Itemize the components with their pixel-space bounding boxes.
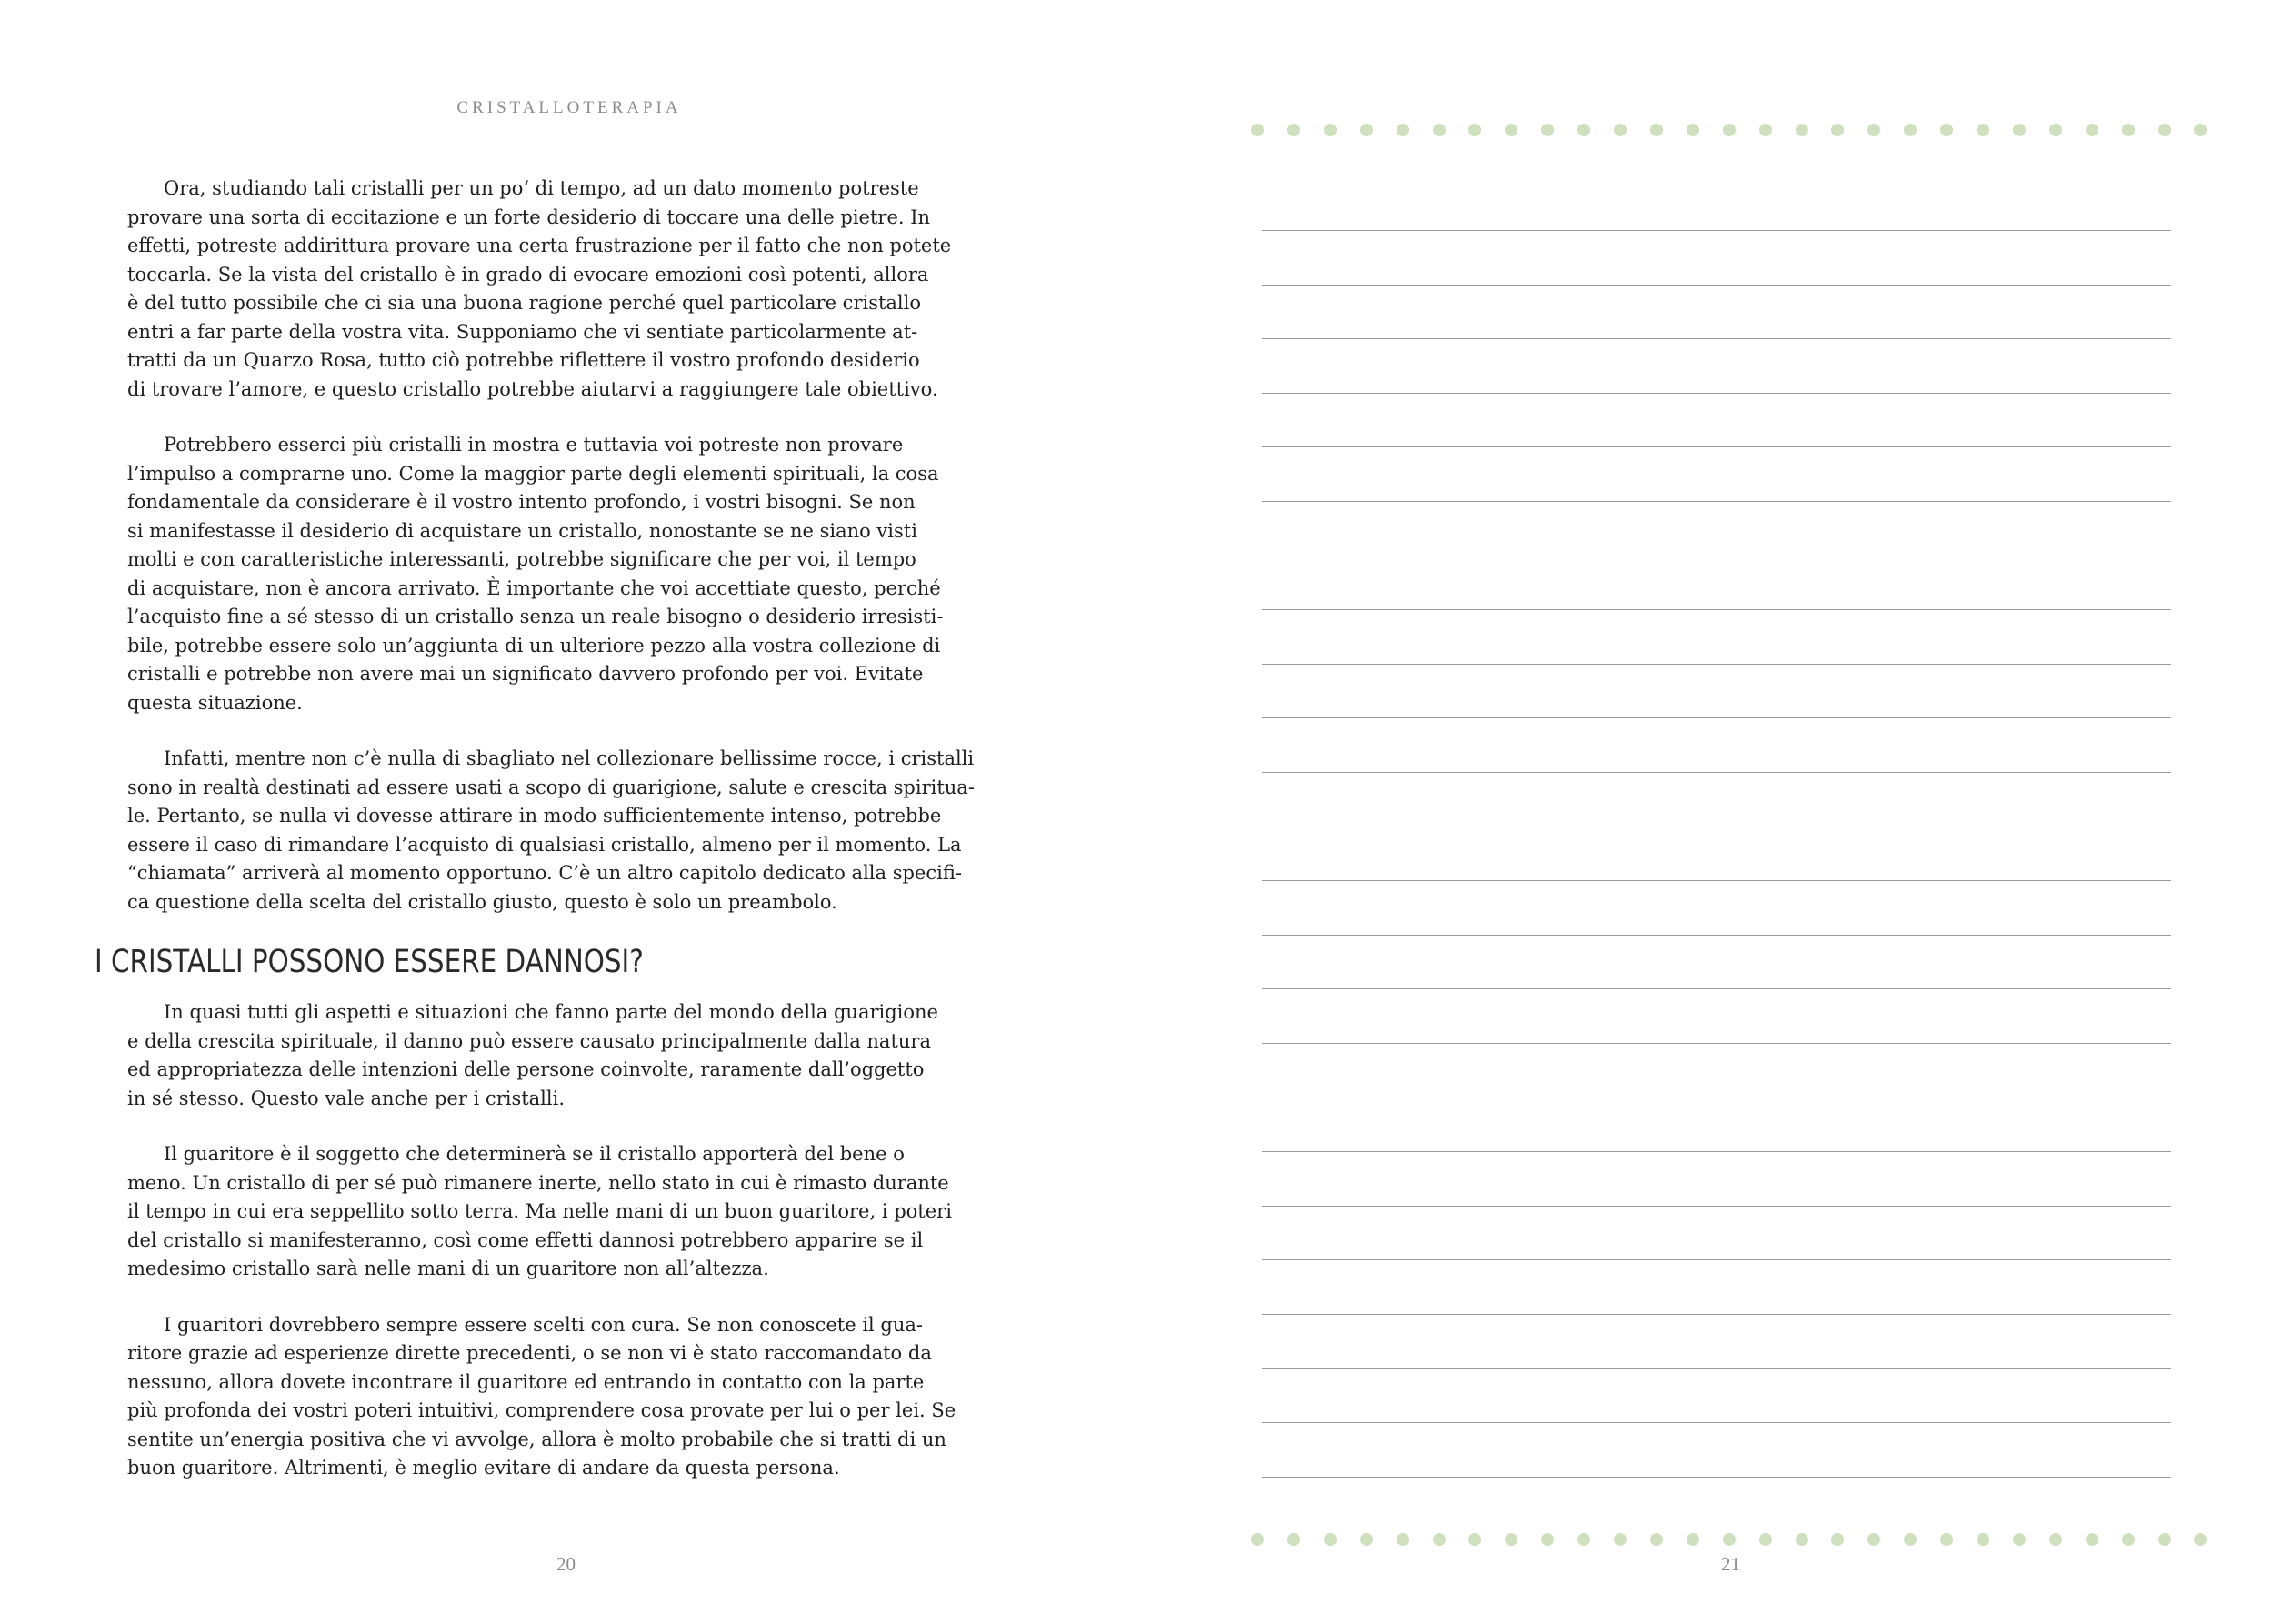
left-page xyxy=(0,0,1136,1624)
decorative-dot xyxy=(2013,1533,2026,1546)
note-line xyxy=(1262,1043,2171,1044)
running-head: CRISTALLOTERAPIA xyxy=(456,98,682,117)
note-line xyxy=(1262,338,2171,339)
decorative-dot xyxy=(1650,1533,1663,1546)
paragraph: Ora, studiando tali cristalli per un po‘ di tempo, ad un dato momento potreste provare una sorta di eccitazione e un forte desiderio di toccare una delle pietre. In effetti, potreste addirittura provare una certa frustrazione per il fatto che non potete toccarla. Se la vista del cristallo è in grado di evocare emozioni così potenti, allora è del tutto possibile che ci sia una buona ragione perché quel particolare cristallo entri a far parte della vostra vita. Supponiamo che vi sentiate particolarmente at- tratti da un Quarzo Rosa, tutto ciò potrebbe riflettere il vostro profondo desiderio di trovare l’amore, e questo cristallo potrebbe aiutarvi a raggiungere tale obiettivo. xyxy=(127,177,952,400)
note-line xyxy=(1262,935,2171,936)
decorative-dot xyxy=(1324,1533,1337,1546)
note-line xyxy=(1262,609,2171,610)
decorative-dot xyxy=(1904,1533,1917,1546)
decorative-dot xyxy=(2194,1533,2207,1546)
note-line xyxy=(1262,772,2171,773)
note-line xyxy=(1262,717,2171,718)
decorative-dot xyxy=(1977,1533,1989,1546)
note-line xyxy=(1262,1151,2171,1152)
note-line xyxy=(1262,1422,2171,1423)
decorative-dot xyxy=(2158,1533,2171,1546)
body-text xyxy=(95,175,1011,1510)
decorative-dot xyxy=(1287,1533,1300,1546)
note-line xyxy=(1262,501,2171,502)
decorative-dot xyxy=(1796,1533,1808,1546)
notes-lines-area xyxy=(1262,0,2171,1624)
decorative-dot xyxy=(2194,124,2207,136)
decorative-dot xyxy=(2086,1533,2098,1546)
note-line xyxy=(1262,1259,2171,1260)
page-number-left: 20 xyxy=(556,1553,576,1575)
page-number-right: 21 xyxy=(1721,1553,1740,1575)
note-line xyxy=(1262,1477,2171,1478)
note-line xyxy=(1262,880,2171,881)
note-line xyxy=(1262,1206,2171,1207)
decorative-dot xyxy=(1723,1533,1736,1546)
paragraph: Il guaritore è il soggetto che determinerà se il cristallo apporterà del bene o meno. Un cristallo di per sé può rimanere inerte, nello stato in cui è rimasto durante il tempo in cui era seppellito sotto terra. Ma nelle mani di un buon guaritore, i poteri del cristallo si manifesteranno, così come effetti dannosi potrebbero apparire se il medesimo cristallo sarà nelle mani di un guaritore non all’altezza. xyxy=(127,1143,952,1279)
note-line xyxy=(1262,285,2171,286)
decorative-dot xyxy=(2122,1533,2135,1546)
dotted-border-bottom xyxy=(1251,1533,2160,1548)
decorative-dot xyxy=(1397,1533,1409,1546)
decorative-dot xyxy=(1468,1533,1481,1546)
note-line xyxy=(1262,446,2171,447)
note-line xyxy=(1262,664,2171,665)
note-line xyxy=(1262,1314,2171,1315)
decorative-dot xyxy=(1831,1533,1844,1546)
right-page xyxy=(1136,0,2273,1624)
decorative-dot xyxy=(1251,1533,1264,1546)
decorative-dot xyxy=(1577,1533,1590,1546)
paragraph: I guaritori dovrebbero sempre essere scelti con cura. Se non conoscete il gua- ritore grazie ad esperienze dirette precedenti, o se non vi è stato raccomandato da nessuno, allora dovete incontrare il guaritore ed entrando in contatto con la parte più profonda dei vostri poteri intuitivi, comprendere cosa provate per lui o per lei. Se sentite un’energia positiva che vi avvolge, allora è molto probabile che si tratti di un buon guaritore. Altrimenti, è meglio evitare di andare da questa persona. xyxy=(127,1313,956,1479)
decorative-dot xyxy=(1759,1533,1772,1546)
decorative-dot xyxy=(1940,1533,1953,1546)
decorative-dot xyxy=(1505,1533,1517,1546)
section-heading: I CRISTALLI POSSONO ESSERE DANNOSI? xyxy=(95,944,644,980)
decorative-dot xyxy=(1541,1533,1554,1546)
decorative-dot xyxy=(1433,1533,1446,1546)
paragraph: Infatti, mentre non c’è nulla di sbagliato nel collezionare bellissime rocce, i cristalli sono in realtà destinati ad essere usati a scopo di guarigione, salute e crescita spiritua- le. Pertanto, se nulla vi dovesse attirare in modo sufficientemente intenso, potrebbe essere il caso di rimandare l’acquisto di qualsiasi cristallo, almeno per il momento. La “chiamata” arriverà al momento opportuno. C’è un altro capitolo dedicato alla specifi- ca questione della scelta del cristallo giusto, questo è solo un preambolo. xyxy=(127,747,975,913)
note-line xyxy=(1262,988,2171,989)
paragraph: Potrebbero esserci più cristalli in mostra e tuttavia voi potreste non provare l’impulso a comprarne uno. Come la maggior parte degli elementi spirituali, la cosa fondamentale da considerare è il vostro intento profondo, i vostri bisogni. Se non si manifestasse il desiderio di acquistare un cristallo, nonostante se ne siano visti molti e con caratteristiche interessanti, potrebbe significare che per voi, il tempo di acquistare, non è ancora arrivato. È importante che voi accettiate questo, perché l’acquisto fine a sé stesso di un cristallo senza un reale bisogno o desiderio irresisti- bile, potrebbe essere solo un’aggiunta di un ulteriore pezzo alla vostra collezione di cristalli e potrebbe non avere mai un significato davvero profondo per voi. Evitate questa situazione. xyxy=(127,434,944,714)
decorative-dot xyxy=(1360,1533,1373,1546)
note-line xyxy=(1262,1368,2171,1369)
decorative-dot xyxy=(1614,1533,1627,1546)
decorative-dot xyxy=(1867,1533,1880,1546)
decorative-dot xyxy=(1687,1533,1699,1546)
note-line xyxy=(1262,393,2171,394)
paragraph: In quasi tutti gli aspetti e situazioni che fanno parte del mondo della guarigione e della crescita spirituale, il danno può essere causato principalmente dalla natura ed appropriatezza delle intenzioni delle persone coinvolte, raramente dall’oggetto in sé stesso. Questo vale anche per i cristalli. xyxy=(127,1001,938,1109)
decorative-dot xyxy=(2049,1533,2062,1546)
note-line xyxy=(1262,230,2171,231)
